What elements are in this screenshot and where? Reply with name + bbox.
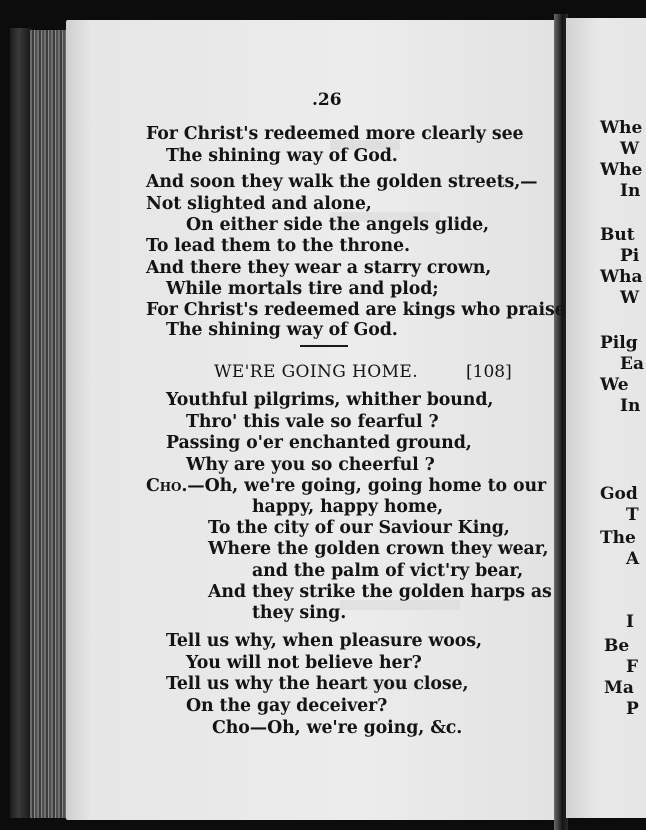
- chorus-line: happy, happy home,: [252, 497, 444, 517]
- facing-page-fragment: Wha: [600, 267, 643, 287]
- hymn-title: WE'RE GOING HOME.: [214, 362, 419, 382]
- chorus-line: To the city of our Saviour King,: [208, 518, 510, 538]
- chorus-line: and the palm of vict'ry bear,: [252, 561, 524, 581]
- verse-line: For Christ's redeemed more clearly see: [146, 124, 524, 144]
- verse-line: To lead them to the throne.: [146, 236, 410, 256]
- verse-line: Not slighted and alone,: [146, 194, 372, 214]
- chorus-line: they sing.: [252, 603, 347, 623]
- facing-page-fragment: Be: [604, 636, 630, 656]
- verse-line: On the gay deceiver?: [186, 696, 388, 716]
- verse-line: Passing o'er enchanted ground,: [166, 433, 472, 453]
- facing-page-fragment: Ma: [604, 678, 634, 698]
- facing-page-fragment: I: [626, 612, 634, 632]
- verse-line: On either side the angels glide,: [186, 215, 489, 235]
- right-page: [566, 18, 646, 818]
- chorus-line: Where the golden crown they wear,: [208, 539, 549, 559]
- verse-line: And there they wear a starry crown,: [146, 258, 492, 278]
- facing-page-fragment: T: [626, 505, 639, 525]
- facing-page-fragment: Whe: [600, 160, 643, 180]
- section-divider: [300, 345, 348, 347]
- facing-page-fragment: P: [626, 699, 639, 719]
- verse-line: For Christ's redeemed are kings who praise: [146, 300, 566, 320]
- hymn-number: [108]: [466, 362, 512, 382]
- page-number: .26: [312, 90, 342, 110]
- verse-line: The shining way of God.: [166, 146, 398, 166]
- chorus-first-line: [146, 476, 546, 496]
- verse-line: The shining way of God.: [166, 320, 398, 340]
- verse-line: Youthful pilgrims, whither bound,: [166, 390, 494, 410]
- facing-page-fragment: But: [600, 225, 635, 245]
- facing-page-fragment: Whe: [600, 118, 643, 138]
- facing-page-fragment: Ea: [620, 354, 644, 374]
- facing-page-fragment: God: [600, 484, 638, 504]
- facing-page-fragment: Pi: [620, 246, 640, 266]
- facing-page-fragment: In: [620, 396, 641, 416]
- verse-line: You will not believe her?: [186, 653, 422, 673]
- chorus-reference: Cho—Oh, we're going, &c.: [212, 718, 463, 738]
- verse-line: Tell us why, when pleasure woos,: [166, 631, 482, 651]
- facing-page-fragment: F: [626, 657, 639, 677]
- book-spine: [10, 28, 32, 818]
- verse-line: And soon they walk the golden streets,—: [146, 172, 538, 192]
- facing-page-fragment: A: [626, 549, 640, 569]
- chorus-label: Cho.: [146, 476, 188, 496]
- facing-page-fragment: W: [620, 288, 640, 308]
- page-edges: [30, 30, 70, 818]
- facing-page-fragment: We: [600, 375, 629, 395]
- facing-page-fragment: In: [620, 181, 641, 201]
- chorus-line: And they strike the golden harps as: [208, 582, 552, 602]
- facing-page-fragment: The: [600, 528, 636, 548]
- verse-line: Tell us why the heart you close,: [166, 674, 469, 694]
- chorus-line: —Oh, we're going, going home to our: [187, 476, 547, 496]
- verse-line: While mortals tire and plod;: [166, 279, 439, 299]
- facing-page-fragment: W: [620, 139, 640, 159]
- verse-line: Thro' this vale so fearful ?: [186, 412, 439, 432]
- verse-line: Why are you so cheerful ?: [186, 455, 435, 475]
- facing-page-fragment: Pilg: [600, 333, 638, 353]
